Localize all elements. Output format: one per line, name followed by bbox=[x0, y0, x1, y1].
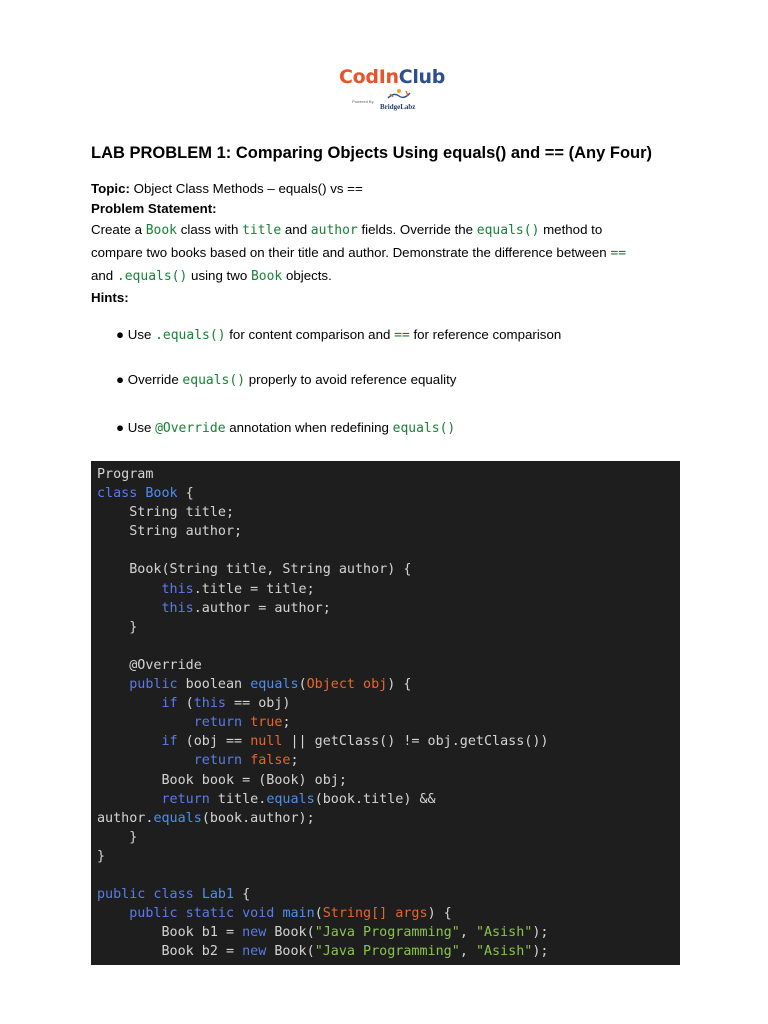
statement-text: class with bbox=[180, 222, 239, 237]
code-token: ( bbox=[177, 696, 194, 712]
logo-wordmark-part2: Club bbox=[398, 66, 446, 88]
code-token: public static void bbox=[129, 906, 283, 922]
code-token: == obj) bbox=[226, 696, 291, 712]
hint-text: ● Use bbox=[116, 420, 152, 435]
code-line bbox=[97, 560, 680, 579]
topic-line bbox=[91, 181, 363, 196]
code-line bbox=[97, 599, 680, 618]
inline-code: .equals() bbox=[155, 328, 226, 343]
code-token: } bbox=[97, 829, 138, 845]
code-token bbox=[242, 753, 250, 768]
statement-text: and bbox=[284, 222, 308, 237]
code-token: new bbox=[242, 925, 267, 941]
inline-code: == bbox=[610, 246, 627, 261]
statement-line-3 bbox=[91, 268, 332, 284]
inline-code: Book bbox=[250, 269, 283, 284]
hints-label: Hints: bbox=[91, 290, 129, 305]
code-line bbox=[97, 713, 680, 732]
hint-item bbox=[116, 372, 456, 388]
logo-powered-by: Powered By bbox=[352, 99, 374, 104]
code-token bbox=[97, 715, 194, 730]
code-line bbox=[97, 847, 680, 866]
code-token: ); bbox=[532, 925, 549, 941]
inline-code: .equals() bbox=[116, 269, 188, 284]
topic-label: Topic: bbox=[91, 181, 130, 196]
code-token: ; bbox=[282, 715, 291, 731]
code-token: return bbox=[161, 791, 210, 807]
code-token: String title; bbox=[97, 505, 235, 521]
code-token: ) { bbox=[387, 677, 412, 693]
code-token: if bbox=[161, 734, 178, 750]
hint-text: for reference comparison bbox=[413, 327, 562, 342]
code-token: true bbox=[250, 715, 283, 731]
code-block bbox=[91, 461, 680, 965]
code-line bbox=[97, 637, 680, 656]
inline-code: title bbox=[242, 223, 282, 238]
code-line bbox=[97, 675, 680, 694]
code-token: return bbox=[193, 715, 243, 731]
code-token: boolean bbox=[177, 677, 251, 693]
code-line bbox=[97, 465, 680, 484]
code-token: .title = title; bbox=[193, 581, 315, 597]
bridgelabz-mark-icon bbox=[386, 88, 412, 102]
code-token: ) { bbox=[427, 906, 452, 922]
code-line bbox=[97, 809, 680, 828]
code-token: || getClass() != obj.getClass()) bbox=[282, 734, 549, 750]
statement-text: fields. Override the bbox=[361, 222, 474, 237]
code-token: { bbox=[234, 887, 251, 903]
statement-line-1 bbox=[91, 222, 602, 238]
code-line bbox=[97, 942, 680, 961]
code-token: "Java Programming" bbox=[314, 925, 460, 941]
statement-text: using two bbox=[191, 268, 248, 283]
statement-text: method to bbox=[543, 222, 603, 237]
code-token bbox=[97, 734, 162, 749]
code-token: "Java Programming" bbox=[314, 944, 460, 960]
codinclub-logo bbox=[336, 66, 446, 114]
code-token: null bbox=[250, 734, 283, 750]
hint-text: ● Override bbox=[116, 372, 179, 387]
code-token: main bbox=[282, 906, 315, 922]
hint-text: for content comparison and bbox=[229, 327, 391, 342]
code-token: Book b1 = bbox=[97, 925, 243, 941]
inline-code: equals() bbox=[182, 373, 246, 388]
code-token bbox=[97, 792, 162, 807]
code-token: , bbox=[459, 925, 476, 941]
code-token: public bbox=[129, 677, 178, 693]
logo-brand: BridgeLabz bbox=[380, 103, 416, 111]
code-token bbox=[242, 715, 250, 730]
code-token: Book( bbox=[266, 925, 315, 941]
code-token: ; bbox=[290, 753, 299, 769]
code-token: String[] args bbox=[322, 906, 428, 922]
code-line bbox=[97, 503, 680, 522]
code-token: new bbox=[242, 944, 267, 960]
code-token: class bbox=[97, 486, 146, 502]
code-line bbox=[97, 484, 680, 503]
code-token: Book bbox=[145, 486, 178, 502]
code-token: Book(String title, String author) { bbox=[97, 562, 412, 578]
problem-statement-label: Problem Statement: bbox=[91, 201, 217, 216]
code-line bbox=[97, 904, 680, 923]
code-token: } bbox=[97, 619, 138, 635]
code-token: @Override bbox=[97, 657, 202, 673]
code-token: "Asish" bbox=[475, 944, 533, 960]
inline-code: Book bbox=[145, 223, 178, 238]
code-token bbox=[97, 753, 194, 768]
code-listing bbox=[91, 461, 680, 961]
hint-item bbox=[116, 327, 561, 343]
code-token bbox=[97, 582, 162, 597]
code-line bbox=[97, 580, 680, 599]
code-line bbox=[97, 618, 680, 637]
code-token: if bbox=[161, 696, 178, 712]
code-token bbox=[97, 696, 162, 711]
inline-code: == bbox=[394, 328, 410, 343]
hint-item bbox=[116, 420, 455, 436]
topic-text: Object Class Methods – equals() vs == bbox=[133, 181, 363, 196]
code-token bbox=[97, 677, 129, 692]
code-token: Object obj bbox=[306, 677, 388, 693]
code-token: equals bbox=[266, 791, 315, 807]
code-token: equals bbox=[250, 677, 299, 693]
code-line bbox=[97, 656, 680, 675]
code-token: (book.author); bbox=[201, 810, 315, 826]
code-line bbox=[97, 694, 680, 713]
statement-text: and bbox=[91, 268, 114, 283]
code-token: } bbox=[97, 848, 106, 864]
code-token: title. bbox=[209, 791, 267, 807]
code-token: this bbox=[161, 581, 194, 597]
code-token: this bbox=[161, 600, 194, 616]
code-token bbox=[97, 906, 129, 921]
inline-code: equals() bbox=[392, 421, 456, 436]
code-token: this bbox=[193, 696, 226, 712]
code-token: ( bbox=[298, 677, 307, 693]
statement-text: objects. bbox=[285, 268, 332, 283]
code-token: String author; bbox=[97, 524, 243, 540]
code-token: return bbox=[193, 753, 243, 769]
hint-text: ● Use bbox=[116, 327, 152, 342]
code-token: ( bbox=[314, 906, 323, 922]
code-line bbox=[97, 751, 680, 770]
logo-wordmark-part1: CodIn bbox=[339, 66, 399, 88]
code-token: ); bbox=[532, 944, 549, 960]
code-token: Lab1 bbox=[201, 887, 235, 903]
code-token: Book b2 = bbox=[97, 944, 243, 960]
code-token: Book book = (Book) obj; bbox=[97, 772, 347, 788]
code-line bbox=[97, 771, 680, 790]
inline-code: equals() bbox=[476, 223, 540, 238]
statement-text: Create a bbox=[91, 222, 142, 237]
code-token: Book( bbox=[266, 944, 315, 960]
code-token: Program bbox=[97, 467, 154, 482]
statement-text: compare two books based on their title and author. Demonstrate the difference between bbox=[91, 245, 607, 260]
inline-code: @Override bbox=[155, 421, 226, 436]
code-line bbox=[97, 541, 680, 560]
logo-wordmark bbox=[339, 66, 445, 88]
code-line bbox=[97, 828, 680, 847]
code-line bbox=[97, 732, 680, 751]
code-token bbox=[97, 601, 162, 616]
inline-code: author bbox=[310, 223, 358, 238]
code-line bbox=[97, 885, 680, 904]
code-token: public class bbox=[97, 887, 202, 903]
code-line bbox=[97, 866, 680, 885]
code-line bbox=[97, 522, 680, 541]
code-line bbox=[97, 923, 680, 942]
code-token: false bbox=[250, 753, 291, 769]
lab-heading: LAB PROBLEM 1: Comparing Objects Using equals() and == (Any Four) bbox=[91, 144, 653, 162]
code-token: "Asish" bbox=[475, 925, 533, 941]
code-token: , bbox=[459, 944, 476, 960]
hint-text: properly to avoid reference equality bbox=[248, 372, 457, 387]
code-token: .author = author; bbox=[193, 600, 331, 616]
code-line bbox=[97, 790, 680, 809]
code-token: equals bbox=[153, 810, 202, 826]
code-token: (obj == bbox=[177, 734, 251, 750]
statement-line-2 bbox=[91, 245, 626, 261]
code-token: (book.title) && bbox=[314, 791, 436, 807]
hint-text: annotation when redefining bbox=[229, 420, 389, 435]
code-token: author. bbox=[97, 810, 154, 826]
code-token: { bbox=[177, 486, 194, 502]
